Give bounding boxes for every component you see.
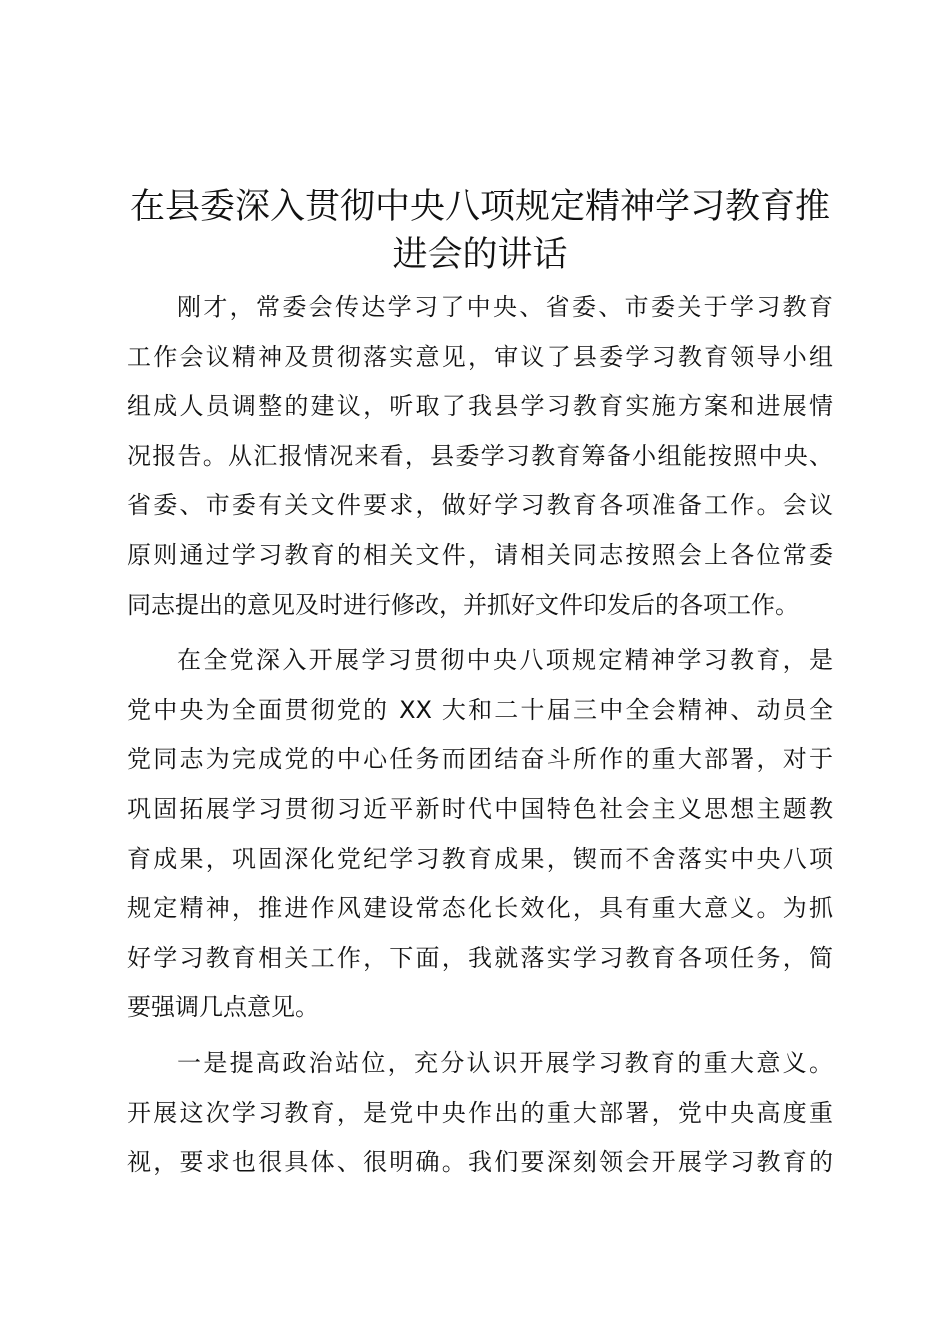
- document-body: [127, 283, 833, 1188]
- text-line: 刚才，常委会传达学习了中央、省委、市委关于学习教育: [177, 293, 833, 321]
- text-line: 一是提高政治站位，充分认识开展学习教育的重大意义。: [177, 1048, 833, 1077]
- document-title: [127, 183, 833, 279]
- paragraph-3: [127, 1039, 833, 1188]
- document-page: [127, 183, 833, 1194]
- paragraph-1: [127, 283, 833, 630]
- text-line: 育成果，巩固深化党纪学习教育成果，锲而不舍落实中央八项: [127, 844, 833, 873]
- text-line: 要强调几点意见。: [127, 993, 319, 1022]
- text-line: 同志提出的意见及时进行修改，并抓好文件印发后的各项工作。: [127, 590, 799, 619]
- text-line: 原则通过学习教育的相关文件，请相关同志按照会上各位常委: [127, 540, 833, 569]
- text-line: 党中央为全面贯彻党的 XX 大和二十届三中全会精神、动员全: [127, 695, 833, 724]
- text-line: 视，要求也很具体、很明确。我们要深刻领会开展学习教育的: [127, 1148, 833, 1177]
- title-line: 在县委深入贯彻中央八项规定精神学习教育推: [129, 187, 830, 227]
- text-line: 好学习教育相关工作，下面，我就落实学习教育各项任务，简: [127, 943, 833, 972]
- text-line: 省委、市委有关文件要求，做好学习教育各项准备工作。会议: [127, 491, 833, 520]
- title-line: 进会的讲话: [392, 235, 568, 275]
- text-line: 在全党深入开展学习贯彻中央八项规定精神学习教育，是: [177, 646, 833, 675]
- text-line: 规定精神，推进作风建设常态化长效化，具有重大意义。为抓: [127, 894, 833, 923]
- text-line: 工作会议精神及贯彻落实意见，审议了县委学习教育领导小组: [127, 342, 833, 371]
- paragraph-2: [127, 636, 833, 1033]
- text-line: 巩固拓展学习贯彻习近平新时代中国特色社会主义思想主题教: [127, 794, 833, 823]
- text-line: 况报告。从汇报情况来看，县委学习教育筹备小组能按照中央、: [127, 441, 833, 470]
- text-line: 组成人员调整的建议，听取了我县学习教育实施方案和进展情: [127, 392, 833, 421]
- text-line: 开展这次学习教育，是党中央作出的重大部署，党中央高度重: [127, 1098, 833, 1127]
- text-line: 党同志为完成党的中心任务而团结奋斗所作的重大部署，对于: [127, 745, 833, 774]
